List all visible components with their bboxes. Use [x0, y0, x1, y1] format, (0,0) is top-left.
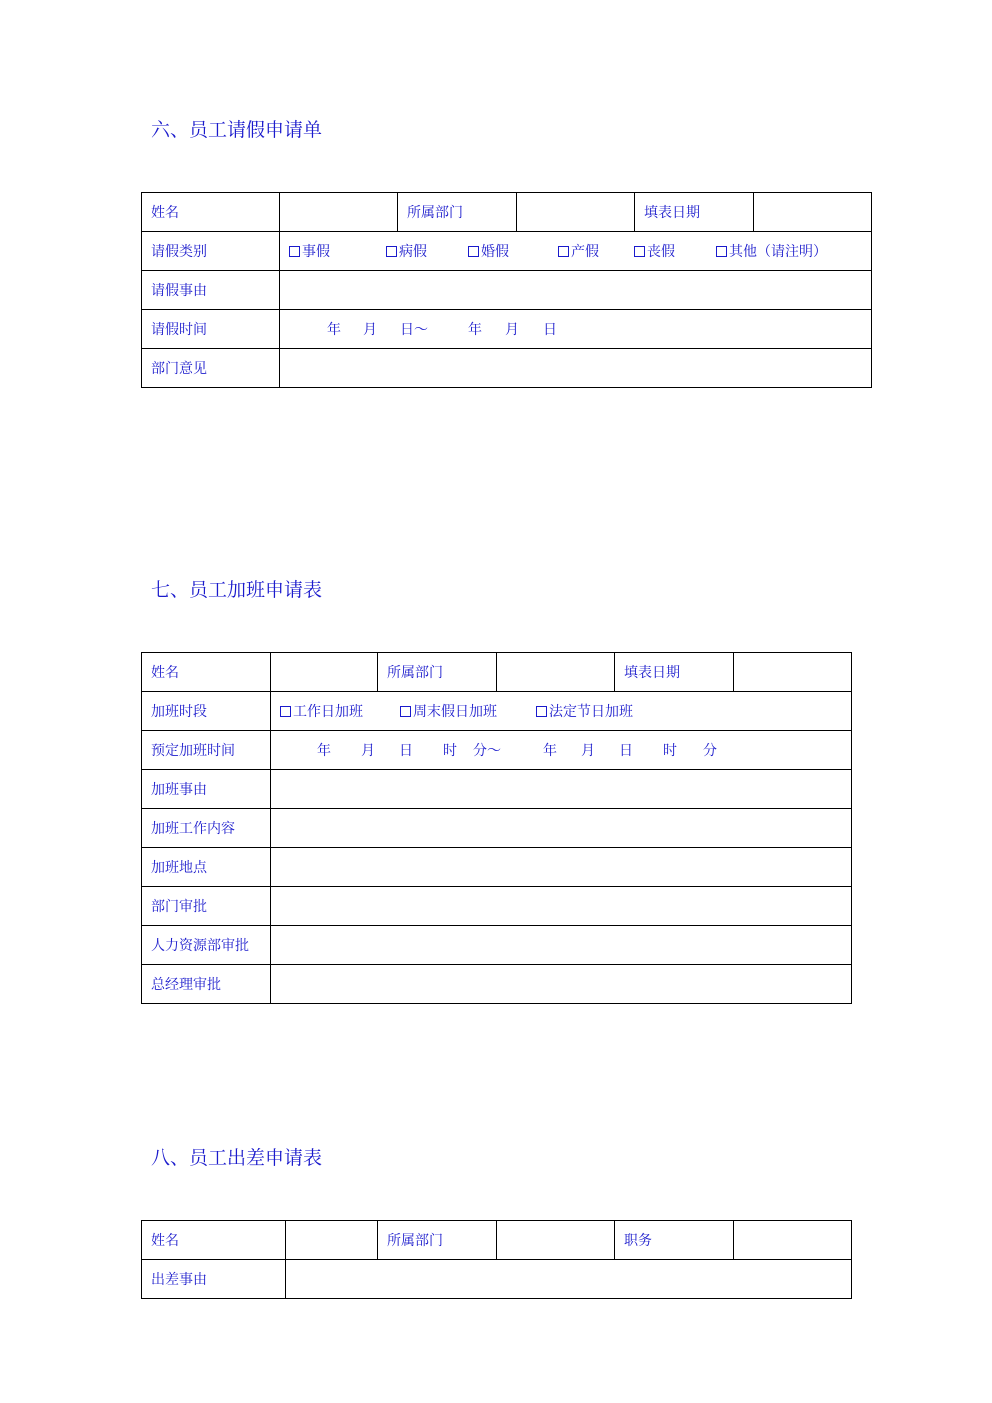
date-unit: 月: [361, 743, 375, 759]
trip-row-reason: [142, 1260, 852, 1299]
overtime-row-reason: [142, 770, 852, 809]
trip-reason-field[interactable]: [286, 1260, 852, 1299]
date-unit: 分～: [473, 743, 501, 759]
overtime-content-field[interactable]: [271, 809, 852, 848]
position-label: 职务: [615, 1221, 734, 1260]
date-unit: 月: [581, 743, 595, 759]
overtime-place-field[interactable]: [271, 848, 852, 887]
checkbox-icon[interactable]: [536, 706, 547, 717]
dept-approval-label: 部门审批: [142, 887, 271, 926]
trip-row-header: [142, 1221, 852, 1260]
checkbox-icon[interactable]: [386, 246, 397, 257]
overtime-period-label: 加班时段: [142, 692, 271, 731]
trip-form-title: 八、员工出差申请表: [151, 1147, 323, 1169]
date-unit: 年: [317, 743, 331, 759]
department-label: 所属部门: [378, 653, 497, 692]
date-unit: 时: [663, 743, 677, 759]
date-unit: 时: [443, 743, 457, 759]
name-field[interactable]: [286, 1221, 378, 1260]
leave-time-field[interactable]: [280, 310, 872, 349]
date-unit: 日: [399, 743, 413, 759]
dept-opinion-label: 部门意见: [142, 349, 280, 388]
overtime-row-place: [142, 848, 852, 887]
date-unit: 分: [703, 743, 717, 759]
leave-type-label: 请假类别: [142, 232, 280, 271]
checkbox-icon[interactable]: [468, 246, 479, 257]
leave-row-time: [142, 310, 872, 349]
overtime-row-hr-approval: [142, 926, 852, 965]
fill-date-field[interactable]: [754, 193, 872, 232]
fill-date-label: 填表日期: [615, 653, 734, 692]
fill-date-field[interactable]: [734, 653, 852, 692]
leave-type-options: [280, 232, 872, 271]
checkbox-icon[interactable]: [280, 706, 291, 717]
department-label: 所属部门: [378, 1221, 497, 1260]
leave-reason-field[interactable]: [280, 271, 872, 310]
leave-type-option[interactable]: 其他（请注明）: [716, 241, 827, 261]
date-unit: 年: [327, 322, 341, 338]
department-field[interactable]: [517, 193, 635, 232]
leave-type-option[interactable]: 产假: [558, 241, 634, 261]
overtime-period-option[interactable]: 法定节日加班: [536, 701, 633, 721]
overtime-period-option[interactable]: 周末假日加班: [400, 701, 536, 721]
leave-row-type: [142, 232, 872, 271]
department-label: 所属部门: [398, 193, 517, 232]
leave-row-header: [142, 193, 872, 232]
checkbox-icon[interactable]: [716, 246, 727, 257]
position-field[interactable]: [734, 1221, 852, 1260]
name-field[interactable]: [271, 653, 378, 692]
leave-reason-label: 请假事由: [142, 271, 280, 310]
date-unit: 年: [468, 322, 482, 338]
overtime-reason-label: 加班事由: [142, 770, 271, 809]
overtime-reason-field[interactable]: [271, 770, 852, 809]
name-label: 姓名: [142, 653, 271, 692]
overtime-place-label: 加班地点: [142, 848, 271, 887]
overtime-time-field[interactable]: [271, 731, 852, 770]
gm-approval-label: 总经理审批: [142, 965, 271, 1004]
overtime-row-header: [142, 653, 852, 692]
leave-time-label: 请假时间: [142, 310, 280, 349]
overtime-period-option[interactable]: 工作日加班: [280, 701, 400, 721]
name-label: 姓名: [142, 193, 280, 232]
department-field[interactable]: [497, 1221, 615, 1260]
date-unit: 日: [619, 743, 633, 759]
date-unit: 年: [543, 743, 557, 759]
checkbox-icon[interactable]: [289, 246, 300, 257]
leave-form-title: 六、员工请假申请单: [151, 119, 323, 141]
gm-approval-field[interactable]: [271, 965, 852, 1004]
leave-type-option[interactable]: 婚假: [468, 241, 558, 261]
leave-row-reason: [142, 271, 872, 310]
overtime-row-content: [142, 809, 852, 848]
overtime-period-options: [271, 692, 852, 731]
dept-approval-field[interactable]: [271, 887, 852, 926]
dept-opinion-field[interactable]: [280, 349, 872, 388]
leave-type-option[interactable]: 病假: [386, 241, 468, 261]
overtime-row-dept-approval: [142, 887, 852, 926]
leave-row-opinion: [142, 349, 872, 388]
hr-approval-label: 人力资源部审批: [142, 926, 271, 965]
overtime-content-label: 加班工作内容: [142, 809, 271, 848]
overtime-row-period: [142, 692, 852, 731]
trip-reason-label: 出差事由: [142, 1260, 286, 1299]
checkbox-icon[interactable]: [558, 246, 569, 257]
name-field[interactable]: [280, 193, 398, 232]
overtime-row-time: [142, 731, 852, 770]
fill-date-label: 填表日期: [635, 193, 754, 232]
overtime-row-gm-approval: [142, 965, 852, 1004]
date-unit: 日: [543, 322, 557, 338]
hr-approval-field[interactable]: [271, 926, 852, 965]
date-unit: 月: [505, 322, 519, 338]
date-unit: 月: [363, 322, 377, 338]
checkbox-icon[interactable]: [400, 706, 411, 717]
overtime-form-title: 七、员工加班申请表: [151, 579, 323, 601]
leave-type-option[interactable]: 丧假: [634, 241, 716, 261]
leave-type-option[interactable]: 事假: [289, 241, 386, 261]
leave-form-table: [141, 192, 872, 388]
overtime-form-table: [141, 652, 852, 1004]
department-field[interactable]: [497, 653, 615, 692]
overtime-time-label: 预定加班时间: [142, 731, 271, 770]
name-label: 姓名: [142, 1221, 286, 1260]
date-unit: 日～: [400, 322, 428, 338]
checkbox-icon[interactable]: [634, 246, 645, 257]
trip-form-table: [141, 1220, 852, 1299]
